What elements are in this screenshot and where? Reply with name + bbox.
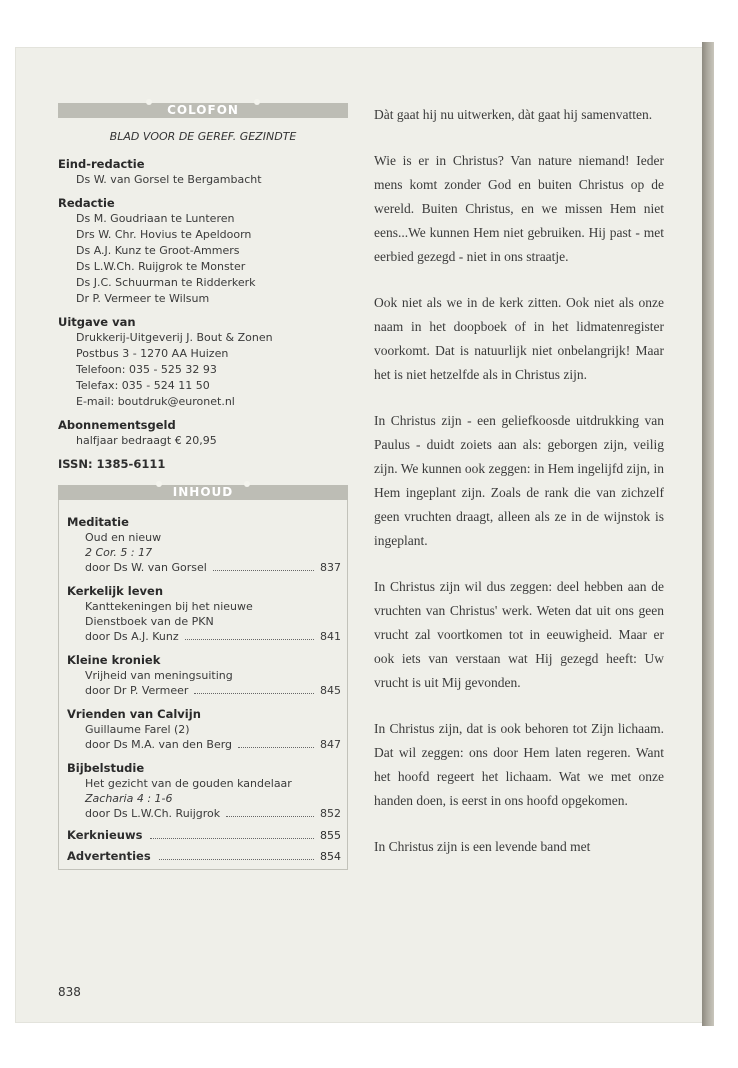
toc-page: 847 [320, 738, 341, 751]
toc-author-row [67, 737, 341, 752]
redactie-member: Dr P. Vermeer te Wilsum [76, 292, 210, 305]
toc-page: 852 [320, 807, 341, 820]
eindredactie-name: Ds W. van Gorsel te Bergambacht [76, 173, 262, 186]
article-paragraph: Dàt gaat hij nu uitwerken, dàt gaat hij samenvatten. [374, 107, 653, 122]
uitgave-email: E-mail: boutdruk@euronet.nl [76, 395, 235, 408]
toc-kerknieuws [67, 827, 341, 844]
toc-heading: Kerknieuws [67, 828, 143, 842]
redactie-member: Ds M. Goudriaan te Lunteren [76, 212, 235, 225]
toc-page: 855 [320, 829, 341, 842]
toc-heading: Bijbelstudie [67, 761, 145, 775]
page-number: 838 [58, 985, 81, 999]
uitgave-line: Drukkerij-Uitgeverij J. Bout & Zonen [76, 331, 273, 344]
article-paragraph: In Christus zijn wil dus zeggen: deel hebben aan de vruchten van Christus' werk. Weten dat uit ons geen vrucht zal voortkomen tot in eeuwigheid. Maar er ook iets van verstaan wat Hij gezegd heeft: Uw vrucht is uit Mij gevonden. [374, 579, 664, 690]
toc-entry [67, 706, 341, 752]
banner-dot-icon [156, 481, 162, 487]
toc-author-row [67, 683, 341, 698]
issn: ISSN: 1385-6111 [58, 457, 166, 471]
toc-entry [67, 652, 341, 698]
toc-heading: Kerkelijk leven [67, 584, 164, 598]
toc-page: 854 [320, 850, 341, 863]
left-column [58, 103, 348, 870]
uitgave-line: Postbus 3 - 1270 AA Huizen [76, 347, 229, 360]
toc-scripture: Zacharia 4 : 1-6 [85, 792, 173, 805]
article-paragraph: In Christus zijn, dat is ook behoren tot Zijn lichaam. Dat wil zeggen: ons door Hem laten regeren. Want het hoofd regeert het lichaam. Wat we met onze handen doen, is eerst in ons hoofd opgekomen. [374, 721, 664, 808]
colofon-title: COLOFON [167, 103, 239, 117]
toc-author-row [67, 629, 341, 644]
toc-page: 837 [320, 561, 341, 574]
toc-page: 845 [320, 684, 341, 697]
inhoud-title: INHOUD [172, 485, 234, 499]
banner-dot-icon [244, 481, 250, 487]
inhoud-box [58, 500, 348, 870]
toc-heading: Meditatie [67, 515, 129, 529]
toc-heading: Advertenties [67, 849, 151, 863]
toc-entry [67, 514, 341, 575]
eindredactie-heading: Eind-redactie [58, 157, 145, 171]
toc-title: Vrijheid van meningsuiting [85, 669, 233, 682]
redactie-member: Drs W. Chr. Hovius te Apeldoorn [76, 228, 252, 241]
redactie-heading: Redactie [58, 196, 115, 210]
article-paragraph: Ook niet als we in de kerk zitten. Ook niet als onze naam in het doopboek of in het lidmatenregister voorkomt. Dat is natuurlijk niet onbelangrijk! Maar het is niet hetzelfde als in Christus zijn. [374, 295, 664, 382]
colofon-banner [58, 103, 348, 118]
binding-spine [702, 42, 714, 1026]
toc-title: Guillaume Farel (2) [85, 723, 190, 736]
banner-dot-icon [254, 99, 260, 105]
toc-title: Kanttekeningen bij het nieuwe [85, 600, 253, 613]
toc-entry [67, 760, 341, 821]
uitgave-line: Telefoon: 035 - 525 32 93 [76, 363, 217, 376]
abonnement-heading: Abonnementsgeld [58, 418, 176, 432]
toc-author: door Ds W. van Gorsel [85, 561, 207, 574]
uitgave-line: Telefax: 035 - 524 11 50 [76, 379, 210, 392]
toc-title: Dienstboek van de PKN [85, 615, 214, 628]
banner-dot-icon [146, 99, 152, 105]
toc-author-row [67, 806, 341, 821]
uitgave-heading: Uitgave van [58, 315, 136, 329]
toc-title: Oud en nieuw [85, 531, 162, 544]
toc-page: 841 [320, 630, 341, 643]
article-paragraph: Wie is er in Christus? Van nature niemand! Ieder mens komt zonder God en buiten Christus op de wereld. Buiten Christus, en we missen Hem niet eens...We kunnen Hem niet gebruiken. Hij past - met eerbied gezegd - niet in ons straatje. [374, 153, 664, 264]
toc-author: door Ds A.J. Kunz [85, 630, 179, 643]
article-paragraph: In Christus zijn - een geliefkoosde uitdrukking van Paulus - duidt zoiets aan als: geborgen zijn, veilig zijn. We kunnen ook zeggen: in Hem ingelijfd zijn, in Hem ingeplant zijn. Zoals de rank die van zichzelf geen vruchten draagt, alleen als ze in de wijnstok is ingeplant. [374, 413, 664, 548]
article-column [374, 103, 664, 881]
abonnement-price: halfjaar bedraagt € 20,95 [76, 434, 217, 447]
toc-author-row [67, 560, 341, 575]
toc-heading: Vrienden van Calvijn [67, 707, 201, 721]
toc-author: door Ds M.A. van den Berg [85, 738, 233, 751]
inhoud-banner [58, 485, 348, 500]
toc-author: door Ds L.W.Ch. Ruijgrok [85, 807, 221, 820]
colofon-subtitle: BLAD VOOR DE GEREF. GEZINDTE [109, 130, 297, 143]
toc-title: Het gezicht van de gouden kandelaar [85, 777, 292, 790]
toc-advertenties [67, 848, 341, 865]
redactie-member: Ds A.J. Kunz te Groot-Ammers [76, 244, 240, 257]
toc-scripture: 2 Cor. 5 : 17 [85, 546, 153, 559]
article-paragraph: In Christus zijn is een levende band met [374, 839, 591, 854]
toc-heading: Kleine kroniek [67, 653, 161, 667]
redactie-member: Ds L.W.Ch. Ruijgrok te Monster [76, 260, 246, 273]
redactie-member: Ds J.C. Schuurman te Ridderkerk [76, 276, 256, 289]
toc-entry [67, 583, 341, 644]
toc-author: door Dr P. Vermeer [85, 684, 189, 697]
